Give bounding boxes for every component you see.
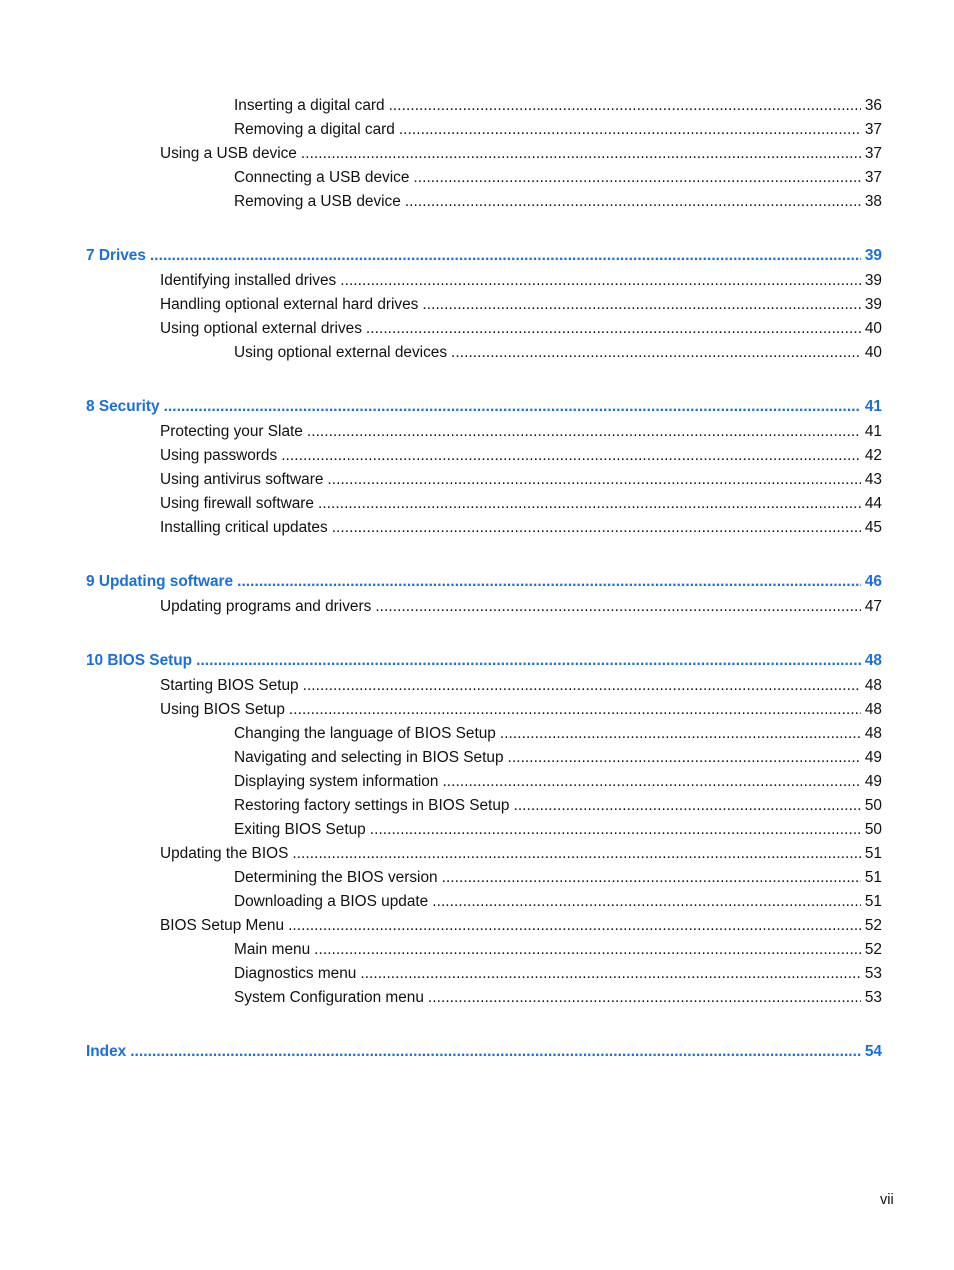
toc-entry-title: Using BIOS Setup — [160, 701, 285, 718]
dot-leader — [164, 394, 861, 420]
toc-entry-page: 49 — [864, 773, 882, 790]
toc-entry-page: 49 — [864, 749, 882, 766]
dot-leader — [422, 293, 860, 317]
toc-entry-page: 50 — [864, 821, 882, 838]
toc-entry[interactable] — [0, 746, 882, 770]
toc-entry[interactable] — [0, 142, 882, 166]
toc-entry-page: 52 — [864, 941, 882, 958]
toc-entry-title: 8 Security — [86, 398, 160, 415]
dot-leader — [288, 914, 861, 938]
toc-entry[interactable] — [0, 986, 882, 1010]
toc-entry-page: 41 — [864, 398, 882, 415]
toc-entry-title: Installing critical updates — [160, 519, 328, 536]
dot-leader — [237, 569, 861, 595]
dot-leader — [500, 722, 861, 746]
dot-leader — [340, 269, 861, 293]
toc-entry[interactable] — [0, 722, 882, 746]
toc-entry-page: 45 — [864, 519, 882, 536]
dot-leader — [432, 890, 861, 914]
toc-entry-title: Updating programs and drivers — [160, 598, 372, 615]
toc-entry-title: Using antivirus software — [160, 471, 324, 488]
toc-entry-page: 51 — [864, 893, 882, 910]
toc-entry[interactable] — [0, 269, 882, 293]
toc-entry-title: Using passwords — [160, 447, 278, 464]
dot-leader — [327, 468, 860, 492]
toc-entry[interactable] — [0, 118, 882, 142]
toc-entry[interactable] — [0, 516, 882, 540]
dot-leader — [442, 866, 861, 890]
table-of-contents — [0, 94, 954, 1065]
toc-entry[interactable] — [0, 770, 882, 794]
dot-leader — [413, 166, 860, 190]
toc-entry-page: 42 — [864, 447, 882, 464]
dot-leader — [150, 243, 861, 269]
dot-leader — [130, 1039, 861, 1065]
toc-entry[interactable] — [0, 94, 882, 118]
toc-entry-title: Restoring factory settings in BIOS Setup — [234, 797, 510, 814]
toc-entry[interactable] — [0, 698, 882, 722]
toc-entry-title: Identifying installed drives — [160, 272, 337, 289]
toc-entry-page: 41 — [864, 423, 882, 440]
dot-leader — [314, 938, 861, 962]
toc-chapter-entry[interactable] — [0, 569, 882, 595]
toc-entry-title: Main menu — [234, 941, 311, 958]
dot-leader — [301, 142, 861, 166]
toc-entry[interactable] — [0, 444, 882, 468]
dot-leader — [196, 648, 861, 674]
toc-entry-title: Displaying system information — [234, 773, 439, 790]
toc-entry[interactable] — [0, 420, 882, 444]
toc-entry-title: 9 Updating software — [86, 573, 234, 590]
dot-leader — [307, 420, 861, 444]
toc-entry[interactable] — [0, 914, 882, 938]
toc-entry-page: 40 — [864, 320, 882, 337]
toc-entry-page: 52 — [864, 917, 882, 934]
toc-entry-page: 37 — [864, 121, 882, 138]
toc-entry-page: 54 — [864, 1043, 882, 1060]
toc-entry-page: 37 — [864, 169, 882, 186]
toc-entry-page: 38 — [864, 193, 882, 210]
toc-entry-title: Exiting BIOS Setup — [234, 821, 366, 838]
toc-entry-title: Diagnostics menu — [234, 965, 357, 982]
toc-entry-title: Changing the language of BIOS Setup — [234, 725, 496, 742]
toc-entry[interactable] — [0, 938, 882, 962]
toc-entry[interactable] — [0, 962, 882, 986]
dot-leader — [428, 986, 861, 1010]
toc-entry-page: 48 — [864, 652, 882, 669]
dot-leader — [318, 492, 861, 516]
dot-leader — [370, 818, 861, 842]
dot-leader — [366, 317, 861, 341]
dot-leader — [292, 842, 861, 866]
toc-entry[interactable] — [0, 293, 882, 317]
toc-entry-title: Connecting a USB device — [234, 169, 410, 186]
toc-entry[interactable] — [0, 890, 882, 914]
toc-chapter-entry[interactable] — [0, 394, 882, 420]
toc-entry[interactable] — [0, 317, 882, 341]
toc-entry-page: 48 — [864, 701, 882, 718]
dot-leader — [451, 341, 861, 365]
dot-leader — [375, 595, 861, 619]
toc-entry-title: Downloading a BIOS update — [234, 893, 429, 910]
toc-entry[interactable] — [0, 468, 882, 492]
dot-leader — [513, 794, 860, 818]
toc-entry-title: Inserting a digital card — [234, 97, 385, 114]
toc-entry-page: 39 — [864, 272, 882, 289]
dot-leader — [360, 962, 861, 986]
dot-leader — [442, 770, 860, 794]
toc-entry[interactable] — [0, 166, 882, 190]
toc-chapter-entry[interactable] — [0, 1039, 882, 1065]
toc-entry-page: 53 — [864, 965, 882, 982]
toc-entry-page: 39 — [864, 247, 882, 264]
toc-entry-page: 53 — [864, 989, 882, 1006]
dot-leader — [405, 190, 861, 214]
toc-entry-page: 36 — [864, 97, 882, 114]
toc-chapter-entry[interactable] — [0, 243, 882, 269]
toc-entry[interactable] — [0, 190, 882, 214]
toc-entry-page: 46 — [864, 573, 882, 590]
dot-leader — [289, 698, 861, 722]
toc-entry[interactable] — [0, 595, 882, 619]
toc-entry-title: Removing a digital card — [234, 121, 395, 138]
toc-entry-page: 48 — [864, 677, 882, 694]
toc-entry[interactable] — [0, 674, 882, 698]
dot-leader — [389, 94, 861, 118]
toc-entry-title: System Configuration menu — [234, 989, 424, 1006]
toc-entry-title: Index — [86, 1043, 127, 1060]
toc-entry[interactable] — [0, 818, 882, 842]
toc-entry-title: 7 Drives — [86, 247, 146, 264]
toc-entry-title: BIOS Setup Menu — [160, 917, 285, 934]
toc-entry[interactable] — [0, 341, 882, 365]
toc-entry-title: Navigating and selecting in BIOS Setup — [234, 749, 504, 766]
toc-entry-title: Using a USB device — [160, 145, 297, 162]
toc-entry-page: 37 — [864, 145, 882, 162]
toc-chapter-entry[interactable] — [0, 648, 882, 674]
toc-entry-page: 39 — [864, 296, 882, 313]
toc-entry-title: Starting BIOS Setup — [160, 677, 299, 694]
toc-entry[interactable] — [0, 794, 882, 818]
page-number-footer: vii — [880, 1192, 894, 1208]
toc-entry-page: 40 — [864, 344, 882, 361]
toc-entry-title: Protecting your Slate — [160, 423, 303, 440]
dot-leader — [303, 674, 861, 698]
toc-entry-page: 51 — [864, 845, 882, 862]
toc-entry[interactable] — [0, 492, 882, 516]
toc-entry-title: Using optional external devices — [234, 344, 448, 361]
toc-entry-title: Using optional external drives — [160, 320, 362, 337]
toc-entry-page: 51 — [864, 869, 882, 886]
toc-entry-page: 47 — [864, 598, 882, 615]
dot-leader — [281, 444, 861, 468]
toc-entry-page: 48 — [864, 725, 882, 742]
toc-entry-page: 44 — [864, 495, 882, 512]
dot-leader — [332, 516, 861, 540]
dot-leader — [508, 746, 861, 770]
toc-entry-title: Determining the BIOS version — [234, 869, 438, 886]
toc-entry-title: Handling optional external hard drives — [160, 296, 419, 313]
dot-leader — [399, 118, 861, 142]
toc-entry-page: 43 — [864, 471, 882, 488]
toc-entry[interactable] — [0, 842, 882, 866]
toc-entry[interactable] — [0, 866, 882, 890]
toc-entry-title: Using firewall software — [160, 495, 314, 512]
toc-entry-page: 50 — [864, 797, 882, 814]
toc-entry-title: Removing a USB device — [234, 193, 401, 210]
toc-entry-title: Updating the BIOS — [160, 845, 289, 862]
toc-entry-title: 10 BIOS Setup — [86, 652, 193, 669]
